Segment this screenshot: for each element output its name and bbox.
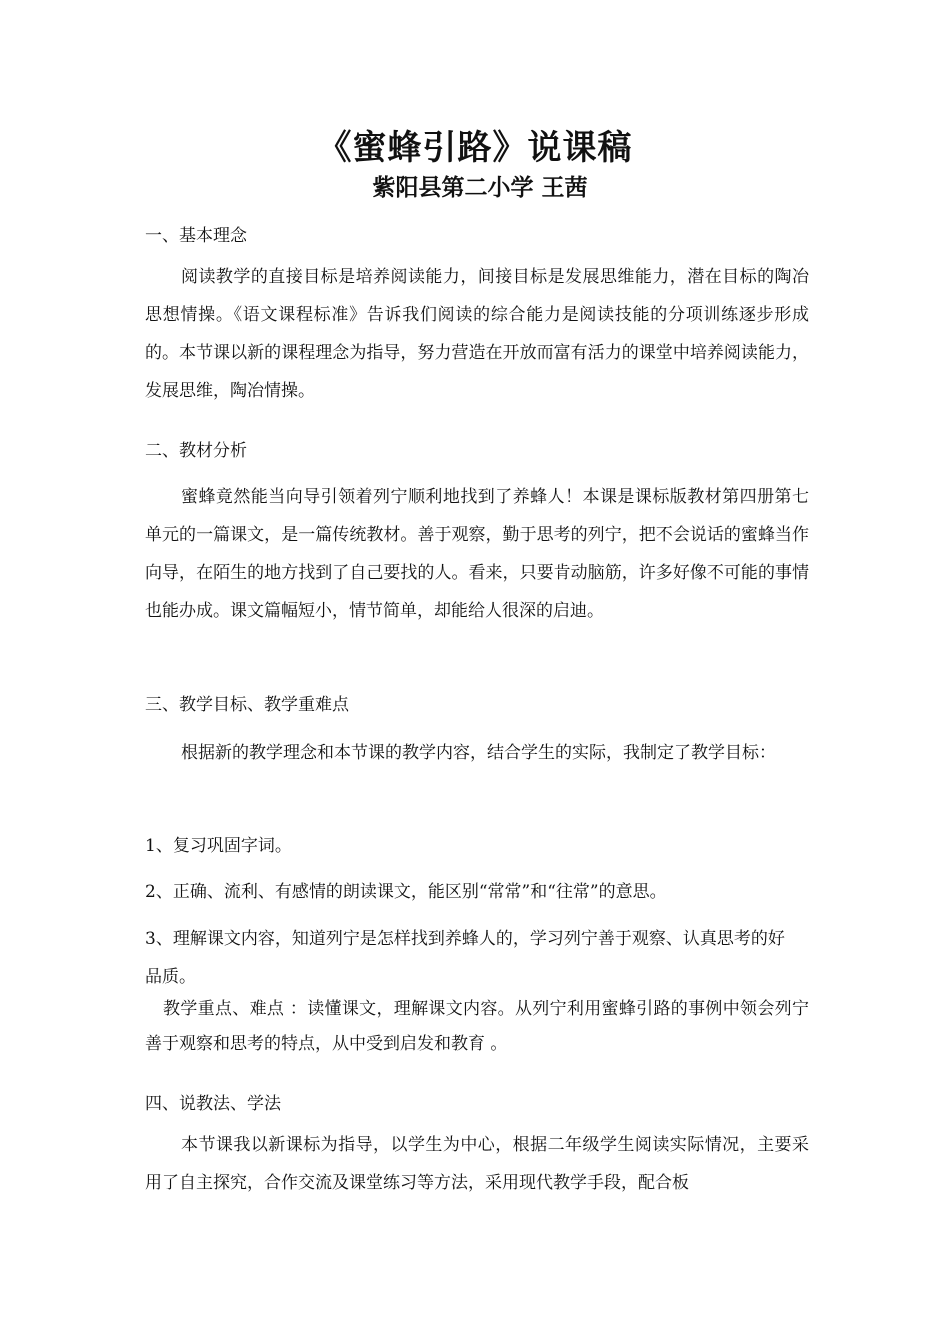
goal-item-2: 2、正确、流利、有感情的朗读课文，能区别“常常”和“往常”的意思。	[145, 882, 667, 902]
section-heading-teaching-goals: 三、教学目标、教学重难点	[145, 695, 349, 715]
section-heading-textbook-analysis: 二、教材分析	[145, 441, 247, 461]
document-subtitle: 紫阳县第二小学 王茜	[372, 175, 588, 201]
key-and-difficult-points: 教学重点、难点 ：读懂课文，理解课文内容。从列宁利用蜜蜂引路的事例中领会列宁善于观察和思考的特点，从中受到启发和教育 。	[145, 999, 809, 1054]
section-heading-teaching-methods: 四、说教法、学法	[145, 1094, 281, 1114]
section-heading-basic-concept: 一、基本理念	[145, 226, 247, 246]
section-body-basic-concept: 阅读教学的直接目标是培养阅读能力，间接目标是发展思维能力，潜在目标的陶冶思想情操。《语文课程标准》告诉我们阅读的综合能力是阅读技能的分项训练逐步形成的。本节课以新的课程理念为指导，努力营造在开放而富有活力的课堂中培养阅读能力，发展思维，陶冶情操。	[145, 267, 809, 401]
section-body-teaching-methods: 本节课我以新课标为指导，以学生为中心，根据二年级学生阅读实际情况，主要采用了自主探究，合作交流及课堂练习等方法，采用现代教学手段，配合板	[145, 1135, 809, 1193]
section-body-teaching-goals: 根据新的教学理念和本节课的教学内容，结合学生的实际，我制定了教学目标：	[181, 743, 776, 763]
goal-item-1: 1、复习巩固字词。	[145, 836, 292, 856]
section-body-textbook-analysis: 蜜蜂竟然能当向导引领着列宁顺利地找到了养蜂人！本课是课标版教材第四册第七单元的一篇课文，是一篇传统教材。善于观察，勤于思考的列宁，把不会说话的蜜蜂当作向导，在陌生的地方找到了自己要找的人。看来，只要肯动脑筋，许多好像不可能的事情也能办成。课文篇幅短小，情节简单，却能给人很深的启迪。	[145, 487, 809, 621]
goal-item-3: 3、理解课文内容，知道列宁是怎样找到养蜂人的，学习列宁善于观察、认真思考的好品质。	[145, 929, 785, 987]
document-title: 《蜜蜂引路》说课稿	[317, 128, 633, 168]
